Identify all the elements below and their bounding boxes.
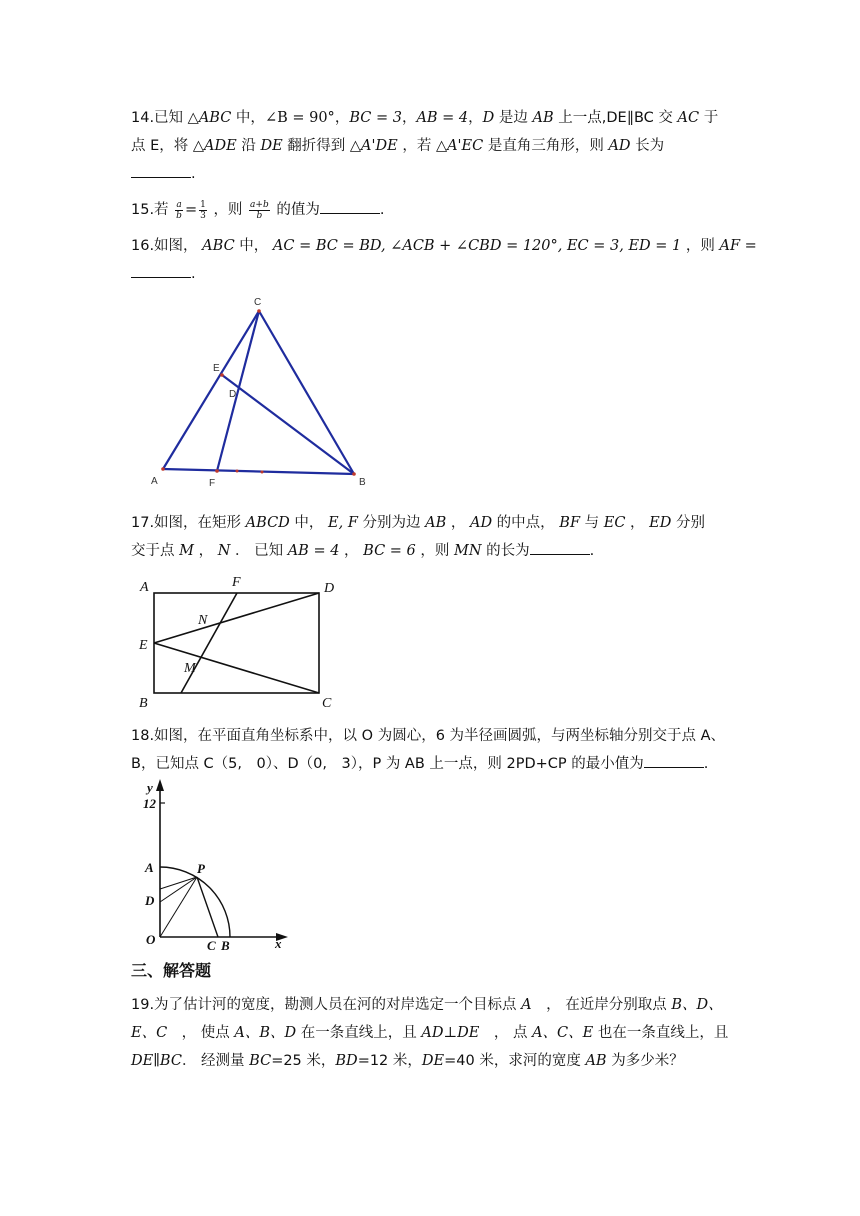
label-m: M (184, 661, 196, 676)
q16-line-2: . (131, 260, 731, 288)
label-x: x (275, 936, 282, 951)
label-d: D (145, 893, 155, 908)
label-b: B (139, 696, 148, 711)
q16-line-1: 16.如图， ABC 中， AC = BC = BD, ∠ACB + ∠CBD = 120°, EC = 3, ED = 1 ，则 AF = (131, 238, 757, 254)
label-e: E (213, 363, 220, 374)
q14-line-3: . (131, 160, 731, 188)
label-b: B (359, 477, 366, 488)
question-15: 15.若 $\frac{a}{b}$ = $\frac{1}{3}$ ，则 $\frac{a+b}{b}$ 的值为 . (131, 199, 385, 221)
q19-line-1: 19.为了估计河的宽度，勘测人员在河的对岸选定一个目标点 A ， 在近岸分别取点 B、D、 (131, 997, 723, 1013)
q14-line-1: 14.已知 △ABC 中，∠B = 90°，BC = 3，AB = 4，D 是边 AB 上一点,DE∥BC 交 AC 于 (131, 110, 719, 126)
label-e: E (139, 638, 148, 653)
segment-dp-aux (160, 877, 197, 889)
q17-line-1: 17.如图，在矩形 ABCD 中， E, F 分别为边 AB ， AD 的中点， BF 与 EC ， ED 分别 (131, 515, 705, 531)
section-heading: 三、解答题 (131, 961, 212, 980)
label-o: O (146, 932, 156, 947)
q17-line-2: 交于点 M ， N ． 已知 AB = 4 ， BC = 6 ，则 MN 的长为 . (131, 537, 731, 565)
q19-line-3: DE∥BC． 经测量 BC=25 米，BD=12 米，DE=40 米，求河的宽度 AB 为多少米？ (131, 1053, 684, 1069)
segment-dp (160, 877, 197, 902)
q14-line-2: 点 E，将 △ADE 沿 DE 翻折得到 △A'DE ，若 △A'EC 是直角三角形，则 AD 长为 (131, 138, 665, 154)
fraction-one-third: $\frac{1}{3}$ (200, 199, 206, 221)
label-f: F (232, 575, 241, 590)
label-c: C (322, 696, 332, 711)
label-d: D (324, 581, 335, 596)
q18-line-2: B，已知点 C（5, 0）、D（0, 3），P 为 AB 上一点，则 2PD+CP 的最小值为 . (131, 750, 731, 778)
label-tick-12: 12 (143, 796, 156, 811)
q18-line-1: 18.如图，在平面直角坐标系中，以 O 为圆心，6 为半径画圆弧，与两坐标轴分别交于点 A、 (131, 728, 726, 744)
label-a: A (151, 476, 158, 487)
label-f: F (209, 478, 216, 489)
label-b: B (221, 938, 230, 953)
fraction-a-over-b: $\frac{a}{b}$ (176, 199, 182, 221)
segment-op (160, 877, 197, 937)
label-n: N (198, 613, 208, 628)
question-19 (131, 991, 731, 1075)
label-c: C (254, 297, 262, 308)
figure-18-lines (160, 787, 280, 937)
label-a: A (140, 580, 149, 595)
q19-line-2: E、C ， 使点 A、B、D 在一条直线上，且 AD⊥DE ， 点 A、C、E 也在一条直线上，且 (131, 1025, 729, 1041)
label-a: A (145, 860, 154, 875)
y-axis-arrow-icon (156, 779, 164, 791)
label-c: C (207, 938, 216, 953)
fraction-a-plus-b-over-b: $\frac{a+b}{b}$ (250, 199, 269, 221)
label-y: y (147, 780, 153, 795)
label-p: P (197, 861, 205, 876)
label-d: D (229, 389, 237, 400)
